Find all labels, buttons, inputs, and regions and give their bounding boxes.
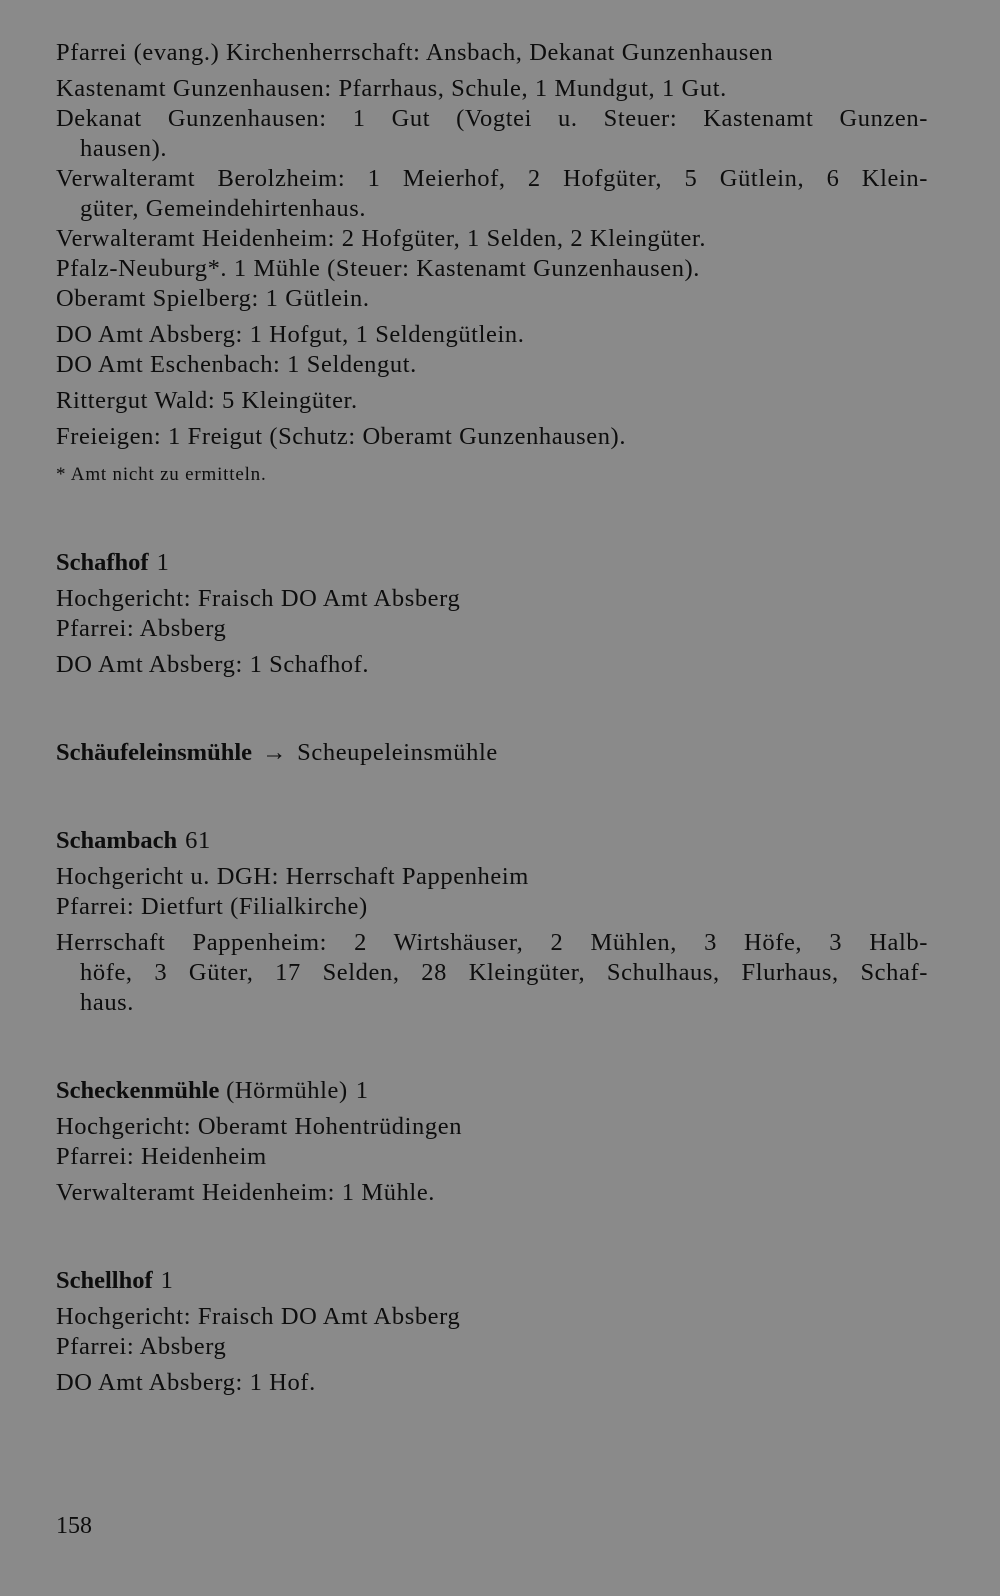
hochgericht-line: Hochgericht: Oberamt Hohentrüdingen xyxy=(56,1113,463,1140)
entry-name: Schambach xyxy=(56,827,178,854)
footnote: * Amt nicht zu ermitteln. xyxy=(56,464,267,485)
entry-alt-name: (Hörmühle) xyxy=(226,1077,348,1104)
entry-schambach xyxy=(56,826,928,1018)
cross-reference: Scheupeleinsmühle xyxy=(297,739,498,766)
entry-count: 1 xyxy=(160,1267,174,1294)
pfarrei-line: Pfarrei: Absberg xyxy=(56,615,227,642)
ownership-line: Rittergut Wald: 5 Kleingüter. xyxy=(56,387,358,414)
ownership-line: Verwalteramt Heidenheim: 1 Mühle. xyxy=(56,1179,436,1206)
entry-count: 1 xyxy=(156,549,170,576)
hochgericht-line: Hochgericht: Fraisch DO Amt Absberg xyxy=(56,1303,461,1330)
hochgericht-line: Hochgericht: Fraisch DO Amt Absberg xyxy=(56,585,461,612)
ownership-line: DO Amt Absberg: 1 Hof. xyxy=(56,1369,316,1396)
entry-name: Schäufeleinsmühle xyxy=(56,739,253,766)
entry-count: 1 xyxy=(355,1077,369,1104)
entry-schafhof xyxy=(56,548,928,680)
pfarrei-line: Pfarrei: Absberg xyxy=(56,1333,227,1360)
ownership-line: DO Amt Eschenbach: 1 Seldengut. xyxy=(56,351,417,378)
entry-continuation xyxy=(56,38,928,490)
ownership-line: DO Amt Absberg: 1 Hofgut, 1 Seldengütlein. xyxy=(56,321,525,348)
page-content xyxy=(56,38,928,1398)
entry-heading xyxy=(56,826,928,856)
entry-heading xyxy=(56,738,928,768)
page-number: 158 xyxy=(56,1513,92,1539)
hochgericht-line: Hochgericht u. DGH: Herrschaft Pappenheim xyxy=(56,863,529,890)
ownership-line: Dekanat Gunzenhausen: 1 Gut (Vogtei u. Steuer: Kastenamt Gunzen- xyxy=(56,105,928,132)
arrow-right-icon: → xyxy=(262,739,288,766)
ownership-line: Herrschaft Pappenheim: 2 Wirtshäuser, 2 Mühlen, 3 Höfe, 3 Halb- xyxy=(56,929,928,956)
ownership-line: Verwalteramt Berolzheim: 1 Meierhof, 2 Hofgüter, 5 Gütlein, 6 Klein- xyxy=(56,165,928,192)
ownership-line: höfe, 3 Güter, 17 Selden, 28 Kleingüter, Schulhaus, Flurhaus, Schaf- xyxy=(80,959,928,986)
ownership-line: Freieigen: 1 Freigut (Schutz: Oberamt Gunzenhausen). xyxy=(56,423,627,450)
entry-schaeufeleinsmuehle xyxy=(56,738,928,768)
ownership-line: Kastenamt Gunzenhausen: Pfarrhaus, Schule, 1 Mundgut, 1 Gut. xyxy=(56,75,727,102)
entry-heading xyxy=(56,1266,928,1296)
entry-schellhof xyxy=(56,1266,928,1398)
entry-name: Schellhof xyxy=(56,1267,153,1294)
pfarrei-line: Pfarrei: Dietfurt (Filialkirche) xyxy=(56,893,368,920)
entry-heading xyxy=(56,548,928,578)
pfarrei-line: Pfarrei (evang.) Kirchenherrschaft: Ansbach, Dekanat Gunzenhausen xyxy=(56,39,774,66)
entry-count: 61 xyxy=(185,827,211,854)
ownership-line: Verwalteramt Heidenheim: 2 Hofgüter, 1 Selden, 2 Kleingüter. xyxy=(56,225,707,252)
ownership-line: Oberamt Spielberg: 1 Gütlein. xyxy=(56,285,370,312)
entry-heading xyxy=(56,1076,928,1106)
entry-name: Scheckenmühle xyxy=(56,1077,220,1104)
ownership-line: Pfalz-Neuburg*. 1 Mühle (Steuer: Kastenamt Gunzenhausen). xyxy=(56,255,701,282)
pfarrei-line: Pfarrei: Heidenheim xyxy=(56,1143,267,1170)
entry-name: Schafhof xyxy=(56,549,149,576)
ownership-line: DO Amt Absberg: 1 Schafhof. xyxy=(56,651,370,678)
ownership-line: güter, Gemeindehirtenhaus. xyxy=(80,195,367,222)
ownership-line: haus. xyxy=(80,989,135,1016)
entry-scheckenmuehle xyxy=(56,1076,928,1208)
ownership-line: hausen). xyxy=(80,135,168,162)
